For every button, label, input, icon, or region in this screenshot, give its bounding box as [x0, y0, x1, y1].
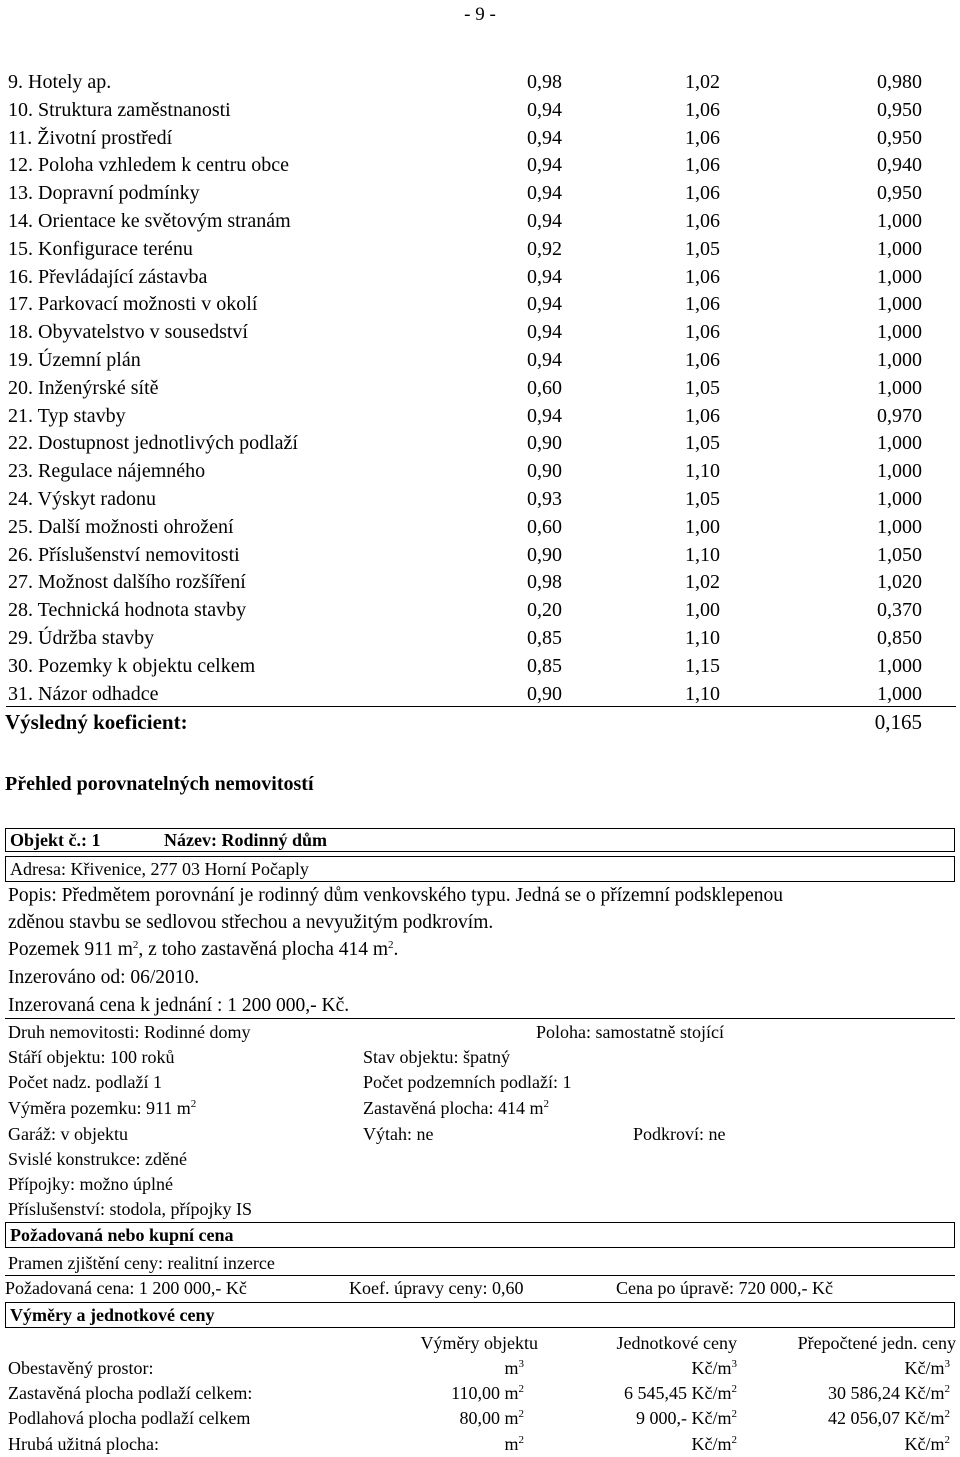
object-name: Název: Rodinný dům [164, 830, 328, 850]
coefficient-min: 0,90 [527, 543, 562, 566]
coefficient-min: 0,94 [527, 404, 562, 427]
price-coefficient: Koef. úpravy ceny: 0,60 [349, 1278, 524, 1298]
result-row [0, 707, 960, 737]
coefficient-value: 1,000 [877, 432, 922, 455]
price-section-title: Požadovaná nebo kupní cena [10, 1225, 234, 1245]
table-row [0, 568, 960, 596]
area-row-label: Podlahová plocha podlaží celkem [8, 1408, 251, 1428]
object-address: Adresa: Křivenice, 277 03 Horní Počaply [10, 859, 309, 879]
area-value: 110,00 $m^2$ [451, 1383, 524, 1403]
address-box [5, 856, 955, 882]
coefficient-value: 1,000 [877, 237, 922, 260]
listed-date: Inzerováno od: 06/2010. [8, 967, 200, 988]
area-value: $m^2$ [504, 1434, 524, 1454]
coefficient-max: 1,06 [685, 126, 720, 149]
coefficient-label: 12. Poloha vzhledem k centru obce [8, 154, 290, 177]
built-area: Zastavěná plocha: 414 $m^2$ [363, 1098, 549, 1118]
area-row-label: Hrubá užitná plocha: [8, 1434, 159, 1454]
page-number: - 9 - [464, 4, 496, 25]
property-type: Druh nemovitosti: Rodinné domy [8, 1022, 251, 1042]
coefficient-label: 24. Výskyt radonu [8, 488, 156, 510]
coefficient-value: 1,000 [877, 654, 922, 677]
coefficient-label: 26. Příslušenství nemovitosti [8, 543, 240, 566]
table-row [0, 596, 960, 624]
table-row [0, 680, 960, 708]
table-row [0, 652, 960, 680]
table-row [0, 235, 960, 263]
result-value: 0,165 [874, 710, 922, 734]
table-row [0, 346, 960, 374]
coefficient-max: 1,00 [685, 599, 720, 622]
coefficient-min: 0,90 [527, 682, 562, 705]
coefficient-min: 0,94 [527, 210, 562, 232]
coefficient-value: 1,000 [877, 293, 922, 316]
areas-section-header [5, 1302, 955, 1328]
walls: Svislé konstrukce: zděné [8, 1149, 187, 1169]
coefficient-label: 29. Údržba stavby [8, 627, 155, 649]
table-row [0, 68, 960, 96]
coefficient-min: 0,90 [527, 432, 562, 455]
area-value: 80,00 $m^2$ [459, 1408, 524, 1428]
coefficient-label: 14. Orientace ke světovým stranám [8, 210, 291, 232]
table-row [0, 151, 960, 179]
lift: Výtah: ne [363, 1124, 434, 1144]
header-unit-prices: Jednotkové ceny [616, 1333, 737, 1353]
table-row [0, 624, 960, 652]
table-row [0, 402, 960, 430]
coefficient-min: 0,98 [527, 571, 562, 594]
coefficient-min: 0,94 [527, 182, 562, 205]
coefficient-value: 1,000 [877, 349, 922, 371]
coefficient-min: 0,60 [527, 515, 562, 538]
area-value: $m^3$ [504, 1358, 524, 1378]
property-age: Stáří objektu: 100 roků [8, 1047, 175, 1067]
coefficient-min: 0,60 [527, 376, 562, 399]
table-row [0, 541, 960, 569]
coefficient-min: 0,85 [527, 627, 562, 649]
table-row [0, 485, 960, 513]
requested-price: Požadovaná cena: 1 200 000,- Kč [5, 1278, 247, 1298]
coefficient-value: 1,000 [877, 488, 922, 510]
description-line-1: Popis: Předmětem porovnání je rodinný dům venkovského typu. Jedná se o přízemní podsklepenou [8, 885, 784, 906]
object-number: Objekt č.: 1 [10, 830, 101, 850]
coefficient-max: 1,02 [685, 71, 720, 93]
coefficient-max: 1,10 [685, 682, 720, 705]
coefficient-label: 10. Struktura zaměstnanosti [8, 98, 231, 121]
coefficient-min: 0,94 [527, 265, 562, 288]
coefficient-min: 0,94 [527, 154, 562, 177]
attic: Podkroví: ne [633, 1124, 726, 1144]
coefficient-label: 25. Další možnosti ohrožení [8, 515, 234, 538]
coefficient-label: 31. Názor odhadce [8, 682, 159, 705]
coefficient-value: 1,000 [877, 265, 922, 288]
coefficient-max: 1,06 [685, 349, 720, 371]
coefficient-max: 1,06 [685, 404, 720, 427]
coefficient-label: 9. Hotely ap. [8, 71, 112, 93]
coefficient-label: 17. Parkovací možnosti v okolí [8, 293, 258, 316]
coefficient-min: 0,94 [527, 98, 562, 121]
recalc-price: $Kč/m^3$ [904, 1358, 950, 1378]
coefficient-value: 0,850 [877, 627, 922, 649]
coefficient-max: 1,06 [685, 321, 720, 344]
price-section-header [5, 1222, 955, 1248]
coefficient-min: 0,93 [527, 488, 562, 510]
price-divider [5, 1275, 955, 1276]
coefficient-min: 0,94 [527, 126, 562, 149]
coefficient-value: 0,970 [877, 404, 922, 427]
coefficient-value: 0,940 [877, 154, 922, 177]
area-row-label: Obestavěný prostor: [8, 1358, 154, 1378]
coefficient-min: 0,20 [527, 599, 562, 622]
recalc-price: 42 056,07 $Kč/m^2$ [828, 1408, 950, 1428]
recalc-price: $Kč/m^2$ [904, 1434, 950, 1454]
coefficient-label: 18. Obyvatelstvo v sousedství [8, 321, 248, 344]
table-row [0, 263, 960, 291]
coefficient-label: 27. Možnost dalšího rozšíření [8, 571, 246, 594]
coefficient-label: 30. Pozemky k objektu celkem [8, 654, 256, 677]
coefficient-max: 1,05 [685, 376, 720, 399]
coefficient-min: 0,94 [527, 321, 562, 344]
coefficient-max: 1,10 [685, 627, 720, 649]
property-state: Stav objektu: špatný [363, 1047, 510, 1067]
unit-price: $Kč/m^2$ [691, 1434, 737, 1454]
floors-below: Počet podzemních podlaží: 1 [363, 1072, 572, 1092]
coefficient-max: 1,06 [685, 265, 720, 288]
land-summary: Pozemek 911 $m^2$, z toho zastavěná plocha 414 $m^2$. [8, 939, 399, 960]
coefficient-max: 1,06 [685, 154, 720, 177]
table-row [0, 207, 960, 235]
object-header [5, 828, 955, 852]
coefficient-max: 1,15 [685, 654, 720, 677]
coefficient-max: 1,05 [685, 432, 720, 455]
coefficient-value: 0,950 [877, 98, 922, 121]
area-row-label: Zastavěná plocha podlaží celkem: [8, 1383, 253, 1403]
coefficient-max: 1,06 [685, 210, 720, 232]
coefficient-max: 1,06 [685, 293, 720, 316]
coefficient-label: 22. Dostupnost jednotlivých podlaží [8, 432, 298, 455]
floors-above: Počet nadz. podlaží 1 [8, 1072, 162, 1092]
garage: Garáž: v objektu [8, 1124, 128, 1144]
coefficient-label: 23. Regulace nájemného [8, 460, 206, 483]
description-line-2: zděnou stavbu se sedlovou střechou a nevyužitým podkrovím. [8, 912, 494, 933]
coefficient-value: 1,000 [877, 321, 922, 344]
coefficient-label: 19. Územní plán [8, 349, 141, 371]
coefficient-max: 1,05 [685, 237, 720, 260]
unit-price: 6 545,45 $Kč/m^2$ [624, 1383, 737, 1403]
table-row [0, 179, 960, 207]
coefficient-label: 15. Konfigurace terénu [8, 237, 193, 260]
section-title: Přehled porovnatelných nemovitostí [5, 773, 314, 795]
coefficient-label: 21. Typ stavby [8, 404, 126, 427]
coefficient-min: 0,90 [527, 460, 562, 483]
table-row [0, 429, 960, 457]
coefficient-value: 1,000 [877, 376, 922, 399]
table-row [0, 290, 960, 318]
coefficient-max: 1,06 [685, 182, 720, 205]
unit-price: 9 000,- $Kč/m^2$ [636, 1408, 737, 1428]
param-divider [5, 1018, 955, 1019]
coefficient-min: 0,98 [527, 71, 562, 93]
coefficient-max: 1,02 [685, 571, 720, 594]
coefficient-value: 1,050 [877, 543, 922, 566]
coefficient-value: 1,000 [877, 210, 922, 232]
coefficient-label: 11. Životní prostředí [8, 126, 173, 149]
coefficient-min: 0,94 [527, 293, 562, 316]
coefficient-max: 1,10 [685, 543, 720, 566]
table-row [0, 457, 960, 485]
coefficient-min: 0,85 [527, 654, 562, 677]
coefficient-max: 1,10 [685, 460, 720, 483]
price-source: Pramen zjištění ceny: realitní inzerce [8, 1253, 275, 1273]
coefficient-value: 0,980 [877, 71, 922, 93]
property-position: Poloha: samostatně stojící [536, 1022, 724, 1042]
coefficient-label: 13. Dopravní podmínky [8, 182, 200, 205]
coefficient-min: 0,94 [527, 349, 562, 371]
coefficient-value: 0,370 [877, 599, 922, 622]
table-row [0, 513, 960, 541]
adjusted-price: Cena po úpravě: 720 000,- Kč [616, 1278, 833, 1298]
coefficient-max: 1,00 [685, 515, 720, 538]
result-label: Výsledný koeficient: [5, 710, 188, 734]
coefficient-value: 0,950 [877, 182, 922, 205]
coefficient-label: 20. Inženýrské sítě [8, 376, 159, 399]
coefficient-value: 0,950 [877, 126, 922, 149]
coefficient-value: 1,000 [877, 682, 922, 705]
accessories: Příslušenství: stodola, přípojky IS [8, 1199, 253, 1219]
table-row [0, 96, 960, 124]
coefficient-min: 0,92 [527, 237, 562, 260]
areas-section-title: Výměry a jednotkové ceny [10, 1305, 215, 1325]
connections: Přípojky: možno úplné [8, 1174, 173, 1194]
unit-price: $Kč/m^3$ [691, 1358, 737, 1378]
table-row [0, 374, 960, 402]
coefficient-max: 1,05 [685, 488, 720, 510]
table-row [0, 124, 960, 152]
header-recalc-prices: Přepočtené jedn. ceny [797, 1333, 956, 1353]
coefficient-value: 1,020 [877, 571, 922, 594]
recalc-price: 30 586,24 $Kč/m^2$ [828, 1383, 950, 1403]
coefficient-label: 28. Technická hodnota stavby [8, 599, 247, 622]
land-area: Výměra pozemku: 911 $m^2$ [8, 1098, 197, 1118]
table-row [0, 318, 960, 346]
listed-price: Inzerovaná cena k jednání : 1 200 000,- Kč. [8, 995, 350, 1016]
header-areas: Výměry objektu [420, 1333, 538, 1353]
coefficient-value: 1,000 [877, 515, 922, 538]
coefficient-label: 16. Převládající zástavba [8, 265, 208, 288]
coefficient-max: 1,06 [685, 98, 720, 121]
coefficient-value: 1,000 [877, 460, 922, 483]
